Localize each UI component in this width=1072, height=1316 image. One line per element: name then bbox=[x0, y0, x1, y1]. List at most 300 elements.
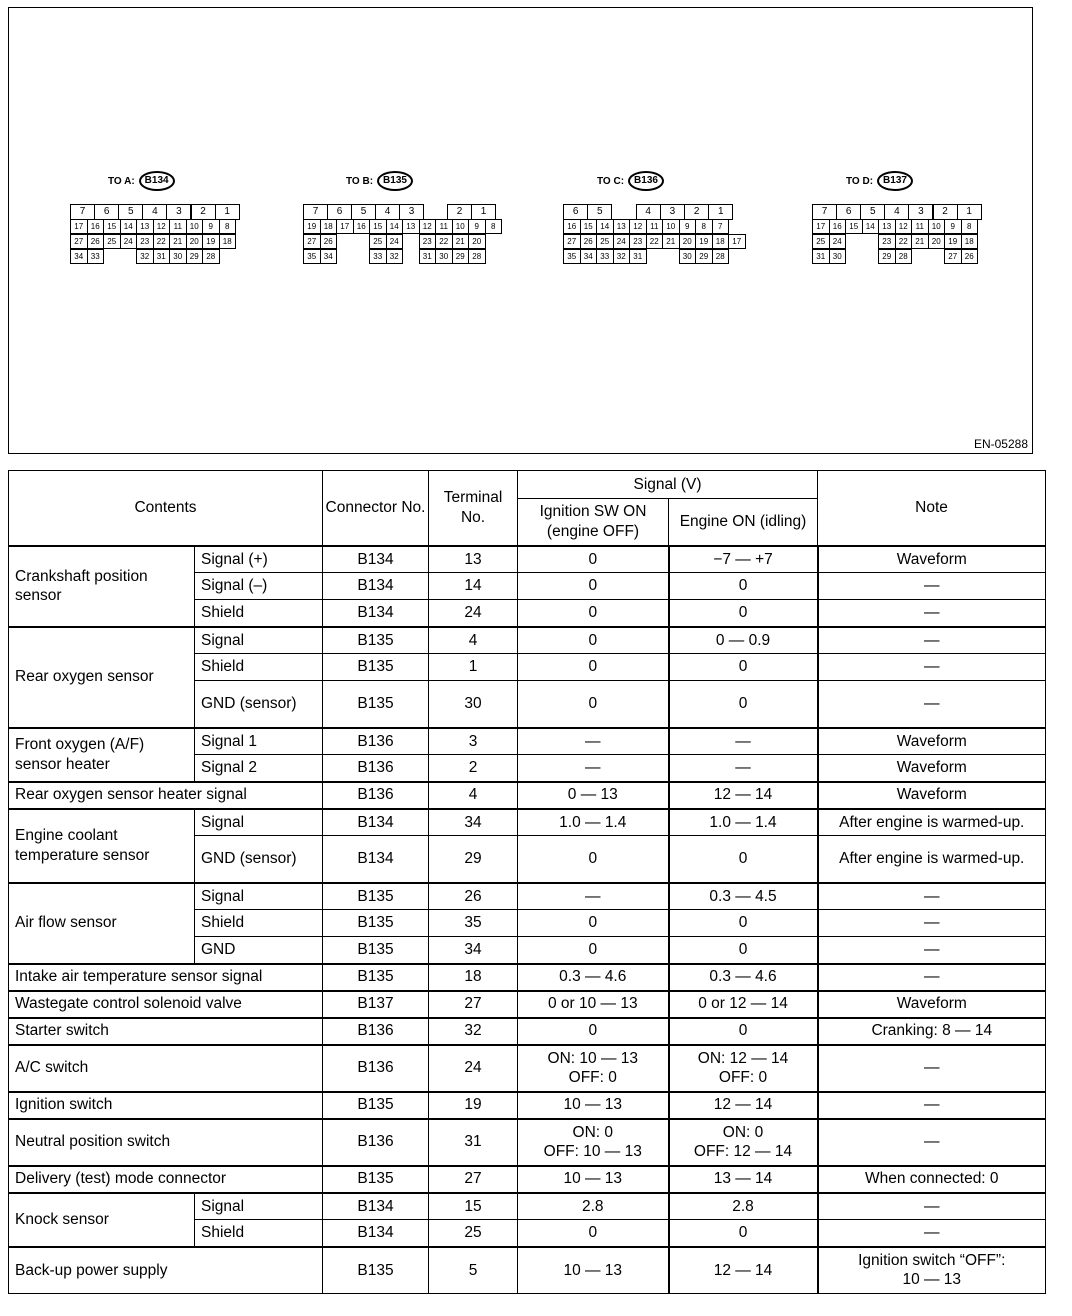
table-row bbox=[9, 1119, 1046, 1166]
connector-pin: 34 bbox=[70, 249, 88, 264]
subitem-cell: Shield bbox=[195, 654, 323, 681]
connector-pin: 33 bbox=[596, 249, 614, 264]
subitem-cell: GND (sensor) bbox=[195, 681, 323, 728]
subitem-cell: GND (sensor) bbox=[195, 836, 323, 883]
connector-pin: 14 bbox=[120, 219, 138, 234]
connector-label: TO A: bbox=[108, 175, 135, 187]
connector-pin: 3 bbox=[660, 204, 685, 220]
note-cell: After engine is warmed-up. bbox=[818, 809, 1046, 836]
engine-on-cell: 0 bbox=[669, 600, 818, 627]
table-row bbox=[9, 1045, 1046, 1092]
connector-pin: 10 bbox=[928, 219, 946, 234]
connector-cell: B134 bbox=[323, 546, 429, 573]
contents-cell: Neutral position switch bbox=[9, 1119, 323, 1166]
connector-pin: 5 bbox=[351, 204, 376, 220]
ignition-on-cell: 0 bbox=[518, 573, 669, 600]
connector-pin: 23 bbox=[136, 234, 154, 249]
connector-pin: 13 bbox=[613, 219, 631, 234]
engine-on-cell: 0 bbox=[669, 573, 818, 600]
connector-pin: 28 bbox=[468, 249, 486, 264]
connector-pin: 31 bbox=[419, 249, 437, 264]
connector-pin: 11 bbox=[646, 219, 664, 234]
connector-pin: 20 bbox=[928, 234, 946, 249]
connector-pin: 26 bbox=[320, 234, 338, 249]
connector-pin: 6 bbox=[563, 204, 588, 220]
header-engine-on: Engine ON (idling) bbox=[669, 499, 818, 546]
connector-pin: 25 bbox=[103, 234, 121, 249]
note-cell: — bbox=[818, 1193, 1046, 1220]
connector-pin: 11 bbox=[911, 219, 929, 234]
note-cell: — bbox=[818, 627, 1046, 654]
terminal-cell: 15 bbox=[429, 1193, 518, 1220]
connector-pin: 35 bbox=[563, 249, 581, 264]
connector-cell: B135 bbox=[323, 681, 429, 728]
note-cell: — bbox=[818, 937, 1046, 964]
header-signal: Signal (V) bbox=[518, 471, 818, 499]
connector-cell: B135 bbox=[323, 627, 429, 654]
connector-cell: B134 bbox=[323, 1220, 429, 1247]
ignition-on-cell: 0.3 — 4.6 bbox=[518, 964, 669, 991]
ignition-on-cell: 0 bbox=[518, 1220, 669, 1247]
connector-pin: 9 bbox=[202, 219, 220, 234]
connector-pin: 2 bbox=[933, 204, 958, 220]
table-row bbox=[9, 1092, 1046, 1119]
note-cell: Waveform bbox=[818, 782, 1046, 809]
connector-pin: 25 bbox=[812, 234, 830, 249]
ignition-on-cell: 0 bbox=[518, 1018, 669, 1045]
connector-pin: 27 bbox=[70, 234, 88, 249]
subitem-cell: Signal bbox=[195, 627, 323, 654]
connector-header-b bbox=[346, 171, 413, 191]
contents-cell: Front oxygen (A/F) sensor heater bbox=[9, 728, 195, 782]
connector-pin: 2 bbox=[447, 204, 472, 220]
connector-pin: 5 bbox=[587, 204, 612, 220]
ignition-on-cell: 0 or 10 — 13 bbox=[518, 991, 669, 1018]
connector-pin: 15 bbox=[103, 219, 121, 234]
table-row bbox=[9, 1166, 1046, 1193]
terminal-cell: 25 bbox=[429, 1220, 518, 1247]
connector-pin: 20 bbox=[468, 234, 486, 249]
note-cell: Ignition switch “OFF”: 10 — 13 bbox=[818, 1247, 1046, 1294]
connector-pin: 24 bbox=[386, 234, 404, 249]
note-cell: — bbox=[818, 654, 1046, 681]
contents-cell: Back-up power supply bbox=[9, 1247, 323, 1294]
connector-pin: 1 bbox=[215, 204, 240, 220]
connector-cell: B134 bbox=[323, 809, 429, 836]
connector-pin: 19 bbox=[944, 234, 962, 249]
engine-on-cell: ON: 0 OFF: 12 — 14 bbox=[669, 1119, 818, 1166]
terminal-cell: 1 bbox=[429, 654, 518, 681]
engine-on-cell: — bbox=[669, 755, 818, 782]
table-row bbox=[9, 883, 1046, 910]
ignition-on-cell: 0 bbox=[518, 627, 669, 654]
connector-pin: 16 bbox=[829, 219, 847, 234]
connector-pin: 5 bbox=[860, 204, 885, 220]
contents-cell: Knock sensor bbox=[9, 1193, 195, 1247]
connector-pin: 8 bbox=[219, 219, 237, 234]
connector-pin: 7 bbox=[712, 219, 730, 234]
pin-voltage-table bbox=[8, 470, 1046, 1294]
ignition-on-cell: ON: 10 — 13 OFF: 0 bbox=[518, 1045, 669, 1092]
connector-pin: 33 bbox=[369, 249, 387, 264]
connector-pin: 30 bbox=[435, 249, 453, 264]
note-cell: After engine is warmed-up. bbox=[818, 836, 1046, 883]
connector-pin: 22 bbox=[895, 234, 913, 249]
subitem-cell: Signal 1 bbox=[195, 728, 323, 755]
connector-pin: 21 bbox=[169, 234, 187, 249]
connector-pin: 23 bbox=[878, 234, 896, 249]
ignition-on-cell: 0 — 13 bbox=[518, 782, 669, 809]
connector-pin: 31 bbox=[153, 249, 171, 264]
engine-on-cell: 0 bbox=[669, 1220, 818, 1247]
connector-pin: 22 bbox=[435, 234, 453, 249]
connector-pin: 23 bbox=[629, 234, 647, 249]
terminal-cell: 14 bbox=[429, 573, 518, 600]
ignition-on-cell: 0 bbox=[518, 600, 669, 627]
table-row bbox=[9, 1193, 1046, 1220]
terminal-cell: 4 bbox=[429, 782, 518, 809]
note-cell: — bbox=[818, 1045, 1046, 1092]
connector-pin: 10 bbox=[662, 219, 680, 234]
terminal-cell: 35 bbox=[429, 910, 518, 937]
connector-header-a bbox=[108, 171, 175, 191]
connector-label: TO B: bbox=[346, 175, 374, 187]
connector-id-badge: B135 bbox=[377, 171, 413, 191]
engine-on-cell: 1.0 — 1.4 bbox=[669, 809, 818, 836]
engine-on-cell: 0.3 — 4.5 bbox=[669, 883, 818, 910]
connector-pin: 13 bbox=[136, 219, 154, 234]
connector-diagram bbox=[8, 7, 1033, 454]
connector-pin: 3 bbox=[399, 204, 424, 220]
connector-pin: 12 bbox=[153, 219, 171, 234]
connector-pin: 3 bbox=[908, 204, 933, 220]
contents-cell: Rear oxygen sensor heater signal bbox=[9, 782, 323, 809]
connector-pin: 19 bbox=[695, 234, 713, 249]
ignition-on-cell: 2.8 bbox=[518, 1193, 669, 1220]
ignition-on-cell: 0 bbox=[518, 937, 669, 964]
connector-cell: B135 bbox=[323, 654, 429, 681]
connector-pin: 1 bbox=[957, 204, 982, 220]
connector-pin: 18 bbox=[712, 234, 730, 249]
ignition-on-cell: 0 bbox=[518, 836, 669, 883]
connector-pin: 2 bbox=[191, 204, 216, 220]
connector-pin: 14 bbox=[596, 219, 614, 234]
table-row bbox=[9, 964, 1046, 991]
ignition-on-cell: 10 — 13 bbox=[518, 1247, 669, 1294]
connector-pin: 34 bbox=[320, 249, 338, 264]
connector-pin: 1 bbox=[471, 204, 496, 220]
connector-pin: 8 bbox=[485, 219, 503, 234]
connector-cell: B136 bbox=[323, 782, 429, 809]
terminal-cell: 13 bbox=[429, 546, 518, 573]
connector-pin: 14 bbox=[862, 219, 880, 234]
connector-pin: 9 bbox=[468, 219, 486, 234]
connector-pin: 22 bbox=[153, 234, 171, 249]
connector-pin: 27 bbox=[944, 249, 962, 264]
engine-on-cell: 0 bbox=[669, 836, 818, 883]
connector-pin: 10 bbox=[186, 219, 204, 234]
connector-pin: 9 bbox=[944, 219, 962, 234]
connector-pin: 28 bbox=[895, 249, 913, 264]
contents-cell: Rear oxygen sensor bbox=[9, 627, 195, 728]
connector-id-badge: B134 bbox=[139, 171, 175, 191]
connector-pin: 19 bbox=[202, 234, 220, 249]
connector-pin: 32 bbox=[386, 249, 404, 264]
connector-pin: 16 bbox=[563, 219, 581, 234]
note-cell: — bbox=[818, 1220, 1046, 1247]
figure-id: EN-05288 bbox=[973, 437, 1028, 451]
terminal-cell: 31 bbox=[429, 1119, 518, 1166]
terminal-cell: 24 bbox=[429, 600, 518, 627]
connector-pin: 24 bbox=[613, 234, 631, 249]
connector-pin: 12 bbox=[895, 219, 913, 234]
connector-pin: 32 bbox=[613, 249, 631, 264]
contents-cell: Engine coolant temperature sensor bbox=[9, 809, 195, 883]
note-cell: — bbox=[818, 883, 1046, 910]
ignition-on-cell: ON: 0 OFF: 10 — 13 bbox=[518, 1119, 669, 1166]
connector-pin: 30 bbox=[829, 249, 847, 264]
terminal-cell: 4 bbox=[429, 627, 518, 654]
engine-on-cell: −7 — +7 bbox=[669, 546, 818, 573]
connector-header-c bbox=[597, 171, 664, 191]
connector-pin: 26 bbox=[87, 234, 105, 249]
connector-header-d bbox=[846, 171, 913, 191]
connector-cell: B136 bbox=[323, 755, 429, 782]
note-cell: — bbox=[818, 600, 1046, 627]
connector-pin: 4 bbox=[375, 204, 400, 220]
engine-on-cell: 0 bbox=[669, 1018, 818, 1045]
connector-pin: 6 bbox=[94, 204, 119, 220]
ignition-on-cell: 10 — 13 bbox=[518, 1092, 669, 1119]
connector-pin: 4 bbox=[142, 204, 167, 220]
connector-pin: 8 bbox=[695, 219, 713, 234]
connector-pin: 16 bbox=[87, 219, 105, 234]
connector-cell: B136 bbox=[323, 728, 429, 755]
connector-cell: B134 bbox=[323, 1193, 429, 1220]
connector-cell: B135 bbox=[323, 1247, 429, 1294]
ignition-on-cell: 10 — 13 bbox=[518, 1166, 669, 1193]
connector-pin: 31 bbox=[629, 249, 647, 264]
terminal-cell: 2 bbox=[429, 755, 518, 782]
ignition-on-cell: 0 bbox=[518, 910, 669, 937]
terminal-cell: 32 bbox=[429, 1018, 518, 1045]
connector-cell: B135 bbox=[323, 964, 429, 991]
connector-pin: 6 bbox=[836, 204, 861, 220]
connector-cell: B135 bbox=[323, 883, 429, 910]
table-row bbox=[9, 728, 1046, 755]
contents-cell: Wastegate control solenoid valve bbox=[9, 991, 323, 1018]
terminal-cell: 30 bbox=[429, 681, 518, 728]
connector-pin: 21 bbox=[911, 234, 929, 249]
terminal-cell: 5 bbox=[429, 1247, 518, 1294]
table-row bbox=[9, 809, 1046, 836]
table-row bbox=[9, 991, 1046, 1018]
connector-pin: 26 bbox=[961, 249, 979, 264]
subitem-cell: Signal 2 bbox=[195, 755, 323, 782]
contents-cell: Air flow sensor bbox=[9, 883, 195, 964]
terminal-cell: 34 bbox=[429, 937, 518, 964]
connector-pin: 21 bbox=[452, 234, 470, 249]
connector-pin: 21 bbox=[662, 234, 680, 249]
connector-pin: 8 bbox=[961, 219, 979, 234]
connector-pin: 19 bbox=[303, 219, 321, 234]
connector-pin: 35 bbox=[303, 249, 321, 264]
note-cell: — bbox=[818, 910, 1046, 937]
connector-pin: 16 bbox=[353, 219, 371, 234]
connector-cell: B137 bbox=[323, 991, 429, 1018]
contents-cell: Starter switch bbox=[9, 1018, 323, 1045]
connector-pin: 13 bbox=[402, 219, 420, 234]
connector-pin: 7 bbox=[70, 204, 95, 220]
header-connector: Connector No. bbox=[323, 471, 429, 546]
contents-cell: Ignition switch bbox=[9, 1092, 323, 1119]
connector-cell: B136 bbox=[323, 1119, 429, 1166]
connector-pin: 24 bbox=[829, 234, 847, 249]
note-cell: Waveform bbox=[818, 991, 1046, 1018]
note-cell: — bbox=[818, 964, 1046, 991]
subitem-cell: Signal bbox=[195, 883, 323, 910]
connector-label: TO D: bbox=[846, 175, 874, 187]
connector-pin: 15 bbox=[845, 219, 863, 234]
ignition-on-cell: 0 bbox=[518, 654, 669, 681]
connector-pin: 29 bbox=[695, 249, 713, 264]
connector-pin: 20 bbox=[186, 234, 204, 249]
engine-on-cell: 0 bbox=[669, 654, 818, 681]
subitem-cell: Shield bbox=[195, 600, 323, 627]
connector-pin: 20 bbox=[679, 234, 697, 249]
terminal-cell: 27 bbox=[429, 1166, 518, 1193]
engine-on-cell: 0.3 — 4.6 bbox=[669, 964, 818, 991]
connector-cell: B136 bbox=[323, 1045, 429, 1092]
connector-pin: 4 bbox=[636, 204, 661, 220]
connector-pin: 7 bbox=[303, 204, 328, 220]
connector-cell: B135 bbox=[323, 910, 429, 937]
engine-on-cell: 12 — 14 bbox=[669, 1092, 818, 1119]
connector-pin: 31 bbox=[812, 249, 830, 264]
contents-cell: Crankshaft position sensor bbox=[9, 546, 195, 627]
note-cell: — bbox=[818, 1092, 1046, 1119]
contents-cell: A/C switch bbox=[9, 1045, 323, 1092]
connector-pin: 30 bbox=[169, 249, 187, 264]
header-ignition-on: Ignition SW ON (engine OFF) bbox=[518, 499, 669, 546]
connector-cell: B136 bbox=[323, 1018, 429, 1045]
connector-pin: 28 bbox=[712, 249, 730, 264]
contents-cell: Intake air temperature sensor signal bbox=[9, 964, 323, 991]
connector-pin: 1 bbox=[708, 204, 733, 220]
note-cell: Waveform bbox=[818, 755, 1046, 782]
ignition-on-cell: — bbox=[518, 728, 669, 755]
connector-pin: 26 bbox=[580, 234, 598, 249]
connector-cell: B135 bbox=[323, 937, 429, 964]
engine-on-cell: 0 bbox=[669, 681, 818, 728]
table-row bbox=[9, 1018, 1046, 1045]
subitem-cell: Signal (+) bbox=[195, 546, 323, 573]
subitem-cell: GND bbox=[195, 937, 323, 964]
connector-pin: 29 bbox=[186, 249, 204, 264]
connector-cell: B134 bbox=[323, 836, 429, 883]
terminal-cell: 27 bbox=[429, 991, 518, 1018]
connector-pin: 29 bbox=[878, 249, 896, 264]
connector-pin: 15 bbox=[580, 219, 598, 234]
header-contents: Contents bbox=[9, 471, 323, 546]
connector-cell: B135 bbox=[323, 1166, 429, 1193]
connector-pin: 17 bbox=[336, 219, 354, 234]
connector-pin: 7 bbox=[812, 204, 837, 220]
ignition-on-cell: 1.0 — 1.4 bbox=[518, 809, 669, 836]
connector-pin: 25 bbox=[369, 234, 387, 249]
terminal-cell: 24 bbox=[429, 1045, 518, 1092]
subitem-cell: Signal bbox=[195, 1193, 323, 1220]
connector-pin: 17 bbox=[812, 219, 830, 234]
ignition-on-cell: 0 bbox=[518, 681, 669, 728]
connector-pin: 17 bbox=[70, 219, 88, 234]
note-cell: Waveform bbox=[818, 728, 1046, 755]
terminal-cell: 18 bbox=[429, 964, 518, 991]
connector-pin: 34 bbox=[580, 249, 598, 264]
engine-on-cell: 0 bbox=[669, 937, 818, 964]
connector-pin: 3 bbox=[166, 204, 191, 220]
connector-cell: B134 bbox=[323, 573, 429, 600]
connector-label: TO C: bbox=[597, 175, 625, 187]
note-cell: — bbox=[818, 1119, 1046, 1166]
note-cell: — bbox=[818, 681, 1046, 728]
subitem-cell: Shield bbox=[195, 1220, 323, 1247]
connector-id-badge: B137 bbox=[877, 171, 913, 191]
connector-pin: 17 bbox=[728, 234, 746, 249]
connector-pin: 18 bbox=[219, 234, 237, 249]
connector-pin: 9 bbox=[679, 219, 697, 234]
connector-pin: 11 bbox=[435, 219, 453, 234]
terminal-cell: 34 bbox=[429, 809, 518, 836]
table-row bbox=[9, 782, 1046, 809]
connector-pin: 33 bbox=[87, 249, 105, 264]
connector-pin: 23 bbox=[419, 234, 437, 249]
terminal-cell: 26 bbox=[429, 883, 518, 910]
note-cell: Waveform bbox=[818, 546, 1046, 573]
header-note: Note bbox=[818, 471, 1046, 546]
subitem-cell: Shield bbox=[195, 910, 323, 937]
connector-pin: 15 bbox=[369, 219, 387, 234]
connector-pin: 27 bbox=[563, 234, 581, 249]
engine-on-cell: ON: 12 — 14 OFF: 0 bbox=[669, 1045, 818, 1092]
engine-on-cell: — bbox=[669, 728, 818, 755]
subitem-cell: Signal (–) bbox=[195, 573, 323, 600]
engine-on-cell: 0 — 0.9 bbox=[669, 627, 818, 654]
engine-on-cell: 12 — 14 bbox=[669, 1247, 818, 1294]
note-cell: Cranking: 8 — 14 bbox=[818, 1018, 1046, 1045]
connector-pin: 24 bbox=[120, 234, 138, 249]
connector-cell: B135 bbox=[323, 1092, 429, 1119]
terminal-cell: 29 bbox=[429, 836, 518, 883]
ignition-on-cell: — bbox=[518, 755, 669, 782]
note-cell: — bbox=[818, 573, 1046, 600]
connector-pin: 32 bbox=[136, 249, 154, 264]
connector-pin: 22 bbox=[646, 234, 664, 249]
connector-pin: 14 bbox=[386, 219, 404, 234]
engine-on-cell: 2.8 bbox=[669, 1193, 818, 1220]
table-row bbox=[9, 1247, 1046, 1294]
terminal-cell: 3 bbox=[429, 728, 518, 755]
connector-pin: 18 bbox=[961, 234, 979, 249]
connector-pin: 12 bbox=[629, 219, 647, 234]
connector-pin: 27 bbox=[303, 234, 321, 249]
connector-pin: 18 bbox=[320, 219, 338, 234]
connector-pin: 12 bbox=[419, 219, 437, 234]
connector-pin: 29 bbox=[452, 249, 470, 264]
contents-cell: Delivery (test) mode connector bbox=[9, 1166, 323, 1193]
connector-pin: 11 bbox=[169, 219, 187, 234]
engine-on-cell: 13 — 14 bbox=[669, 1166, 818, 1193]
